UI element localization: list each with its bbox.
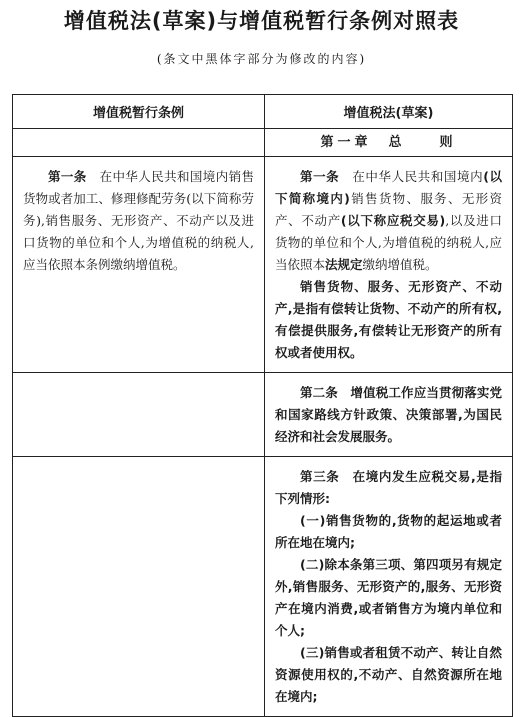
amended-text: (以下称应税交易): [340, 213, 446, 228]
amended-text: (以下简称境内): [275, 169, 502, 206]
table-row: [13, 373, 513, 457]
row1-left-text: 第一条 在中华人民共和国境内销售货物或者加工、修理修配劳务(以下简称劳务),销售服务、无形资产、不动产以及进口货物的单位和个人,为增值税的纳税人,应当依照本条例缴纳增值税。: [23, 169, 254, 272]
row3-right-cell: [265, 457, 513, 717]
amended-text: 法规定: [325, 257, 363, 272]
column-header-right: 增值税法(草案): [265, 95, 513, 129]
column-header-left: 增值税暂行条例: [13, 95, 265, 129]
document-subtitle: (条文中黑体字部分为修改的内容): [156, 52, 367, 66]
row1-right-para2: 销售货物、服务、无形资产、不动产,是指有偿转让货物、不动产的所有权,有偿提供服务,有偿转让无形资产的所有权或者使用权。: [275, 279, 502, 360]
row1-left-cell: [13, 157, 265, 373]
article-label: 第一条: [48, 169, 87, 184]
article-3-item-1: (一)销售货物的,货物的起运地或者所在地在境内;: [275, 513, 502, 550]
row1-right-cell: [265, 157, 513, 373]
document-title: 增值税法(草案)与增值税暂行条例对照表: [63, 9, 460, 33]
comparison-table: [12, 94, 513, 717]
chapter-heading: 第一章 总 则: [265, 129, 513, 157]
chapter-row: [13, 129, 513, 157]
table-row: [13, 157, 513, 373]
article-label: 第一条: [300, 169, 340, 184]
table-row: [13, 457, 513, 717]
article-3-item-3: (三)销售或者租赁不动产、转让自然资源使用权的,不动产、自然资源所在地在境内;: [275, 645, 502, 704]
article-2-text: 第二条 增值税工作应当贯彻落实党和国家路线方针政策、决策部署,为国民经济和社会发展服务。: [275, 385, 502, 444]
table-header-row: [13, 95, 513, 129]
article-3-item-2: (二)除本条第三项、第四项另有规定外,销售服务、无形资产的,服务、无形资产在境内消费,或者销售方为境内单位和个人;: [275, 557, 502, 638]
row3-left-cell: [13, 457, 265, 717]
row2-right-cell: [265, 373, 513, 457]
row1-right-para1: 第一条 在中华人民共和国境内(以下简称境内)销售货物、服务、无形资产、不动产(以下称应税交易),以及进口货物的单位和个人,为增值税的纳税人,应当依照本法规定缴纳增值税。: [275, 169, 502, 272]
article-3-intro: 第三条 在境内发生应税交易,是指下列情形:: [275, 469, 502, 506]
chapter-left-empty: [13, 129, 265, 157]
row2-left-cell: [13, 373, 265, 457]
